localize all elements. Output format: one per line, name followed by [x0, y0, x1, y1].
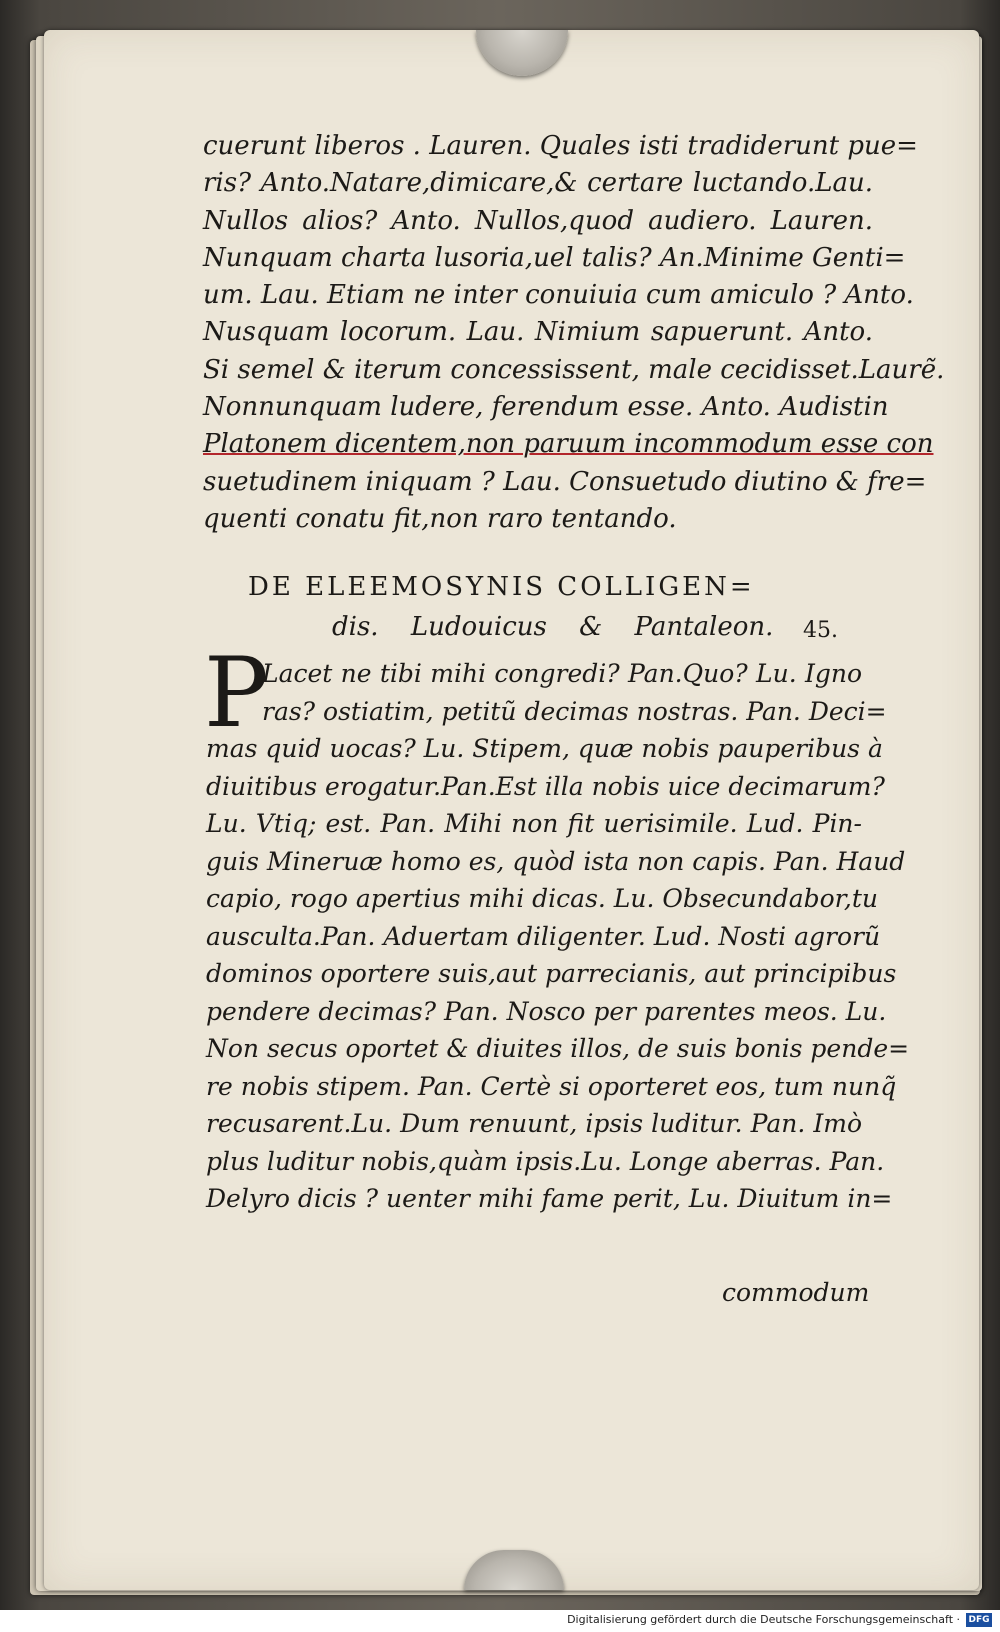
text-line: Non secus oportet & diuites illos, de suis bonis pende= [206, 1034, 910, 1063]
text-line: ras? ostiatim, petitũ decimas nostras. Pan. Deci= [262, 696, 887, 726]
funding-credit: Digitalisierung gefördert durch die Deutsche Forschungsgemeinschaft · [567, 1613, 960, 1626]
text-line: plus luditur nobis,quàm ipsis.Lu. Longe aberras. Pan. [206, 1146, 885, 1176]
text-line: Lu. Vtiq; est. Pan. Mihi non fit uerisimile. Lud. Pin- [206, 809, 862, 838]
text-line: ausculta.Pan. Aduertam diligenter. Lud. Nosti agrorũ [206, 921, 881, 951]
text-line: Delyro dicis ? uenter mihi fame perit, Lu. Diuitum in= [206, 1184, 893, 1213]
text-line: Lacet ne tibi mihi congredi? Pan.Quo? Lu. Igno [262, 659, 862, 688]
text-line: quenti conatu fit,non raro tentando. [203, 503, 677, 534]
text-line-marked: Platonem dicentem,non paruum incommodum esse con [203, 429, 934, 460]
text-line: ris? Anto.Natare,dimicare,& certare luctando.Lau. [203, 168, 873, 199]
text-line: Si semel & iterum concessissent, male cecidisset.Laurẽ. [203, 354, 945, 385]
section-heading: DE ELEEMOSYNIS COLLIGEN= [248, 572, 755, 602]
text-line: capio, rogo apertius mihi dicas. Lu. Obsecundabor,tu [206, 884, 878, 913]
text-line: Nunquam charta lusoria,uel talis? An.Minime Genti= [203, 242, 906, 273]
text-line: pendere decimas? Pan. Nosco per parentes meos. Lu. [206, 996, 887, 1026]
footer-bar [0, 1610, 1000, 1632]
text-line: suetudinem iniquam ? Lau. Consuetudo diutino & fre= [203, 466, 927, 497]
text-line: re nobis stipem. Pan. Certè si oporteret eos, tum nunq̃ [206, 1071, 897, 1101]
text-line: diuitibus erogatur.Pan.Est illa nobis uice decimarum? [206, 771, 885, 801]
section-subheading: dis. Ludouicus & Pantaleon. [332, 612, 774, 642]
text-line: cuerunt liberos . Lauren. Quales isti tradiderunt pue= [203, 131, 918, 161]
text-line: dominos oportere suis,aut parrecianis, aut principibus [206, 959, 897, 988]
top-text-block [203, 128, 945, 538]
dfg-logo: DFG [966, 1613, 992, 1627]
text-line: mas quid uocas? Lu. Stipem, quæ nobis pauperibus à [206, 734, 883, 763]
text-line: guis Mineruæ homo es, quòd ista non capis. Pan. Haud [206, 846, 906, 876]
text-line: recusarent.Lu. Dum renuunt, ipsis luditur. Pan. Imò [206, 1109, 862, 1138]
top-clasp [476, 30, 568, 76]
text-line: Nusquam locorum. Lau. Nimium sapuerunt. Anto. [203, 317, 873, 348]
bottom-clasp [464, 1550, 564, 1590]
text-line: Nonnunquam ludere, ferendum esse. Anto. Audistin [203, 392, 889, 423]
drop-capital: P [204, 637, 269, 749]
dialogue-text-block [206, 655, 910, 1218]
catchword: commodum [722, 1278, 870, 1307]
page-number: 45. [803, 618, 838, 643]
text-line: um. Lau. Etiam ne inter conuiuia cum amiculo ? Anto. [203, 280, 914, 311]
text-line: Nullos alios? Anto. Nullos,quod audiero. Lauren. [203, 205, 873, 236]
